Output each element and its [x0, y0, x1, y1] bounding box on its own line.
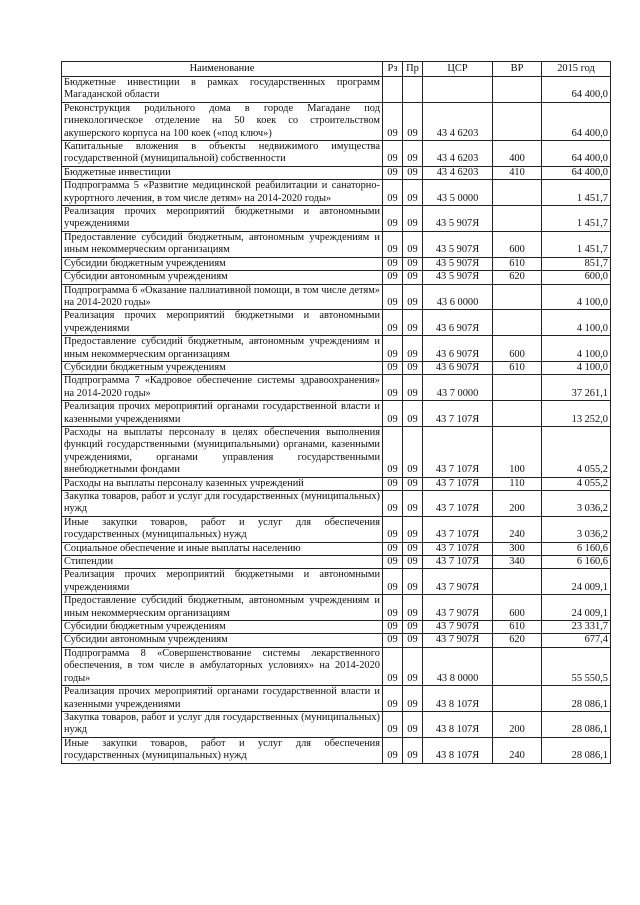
- header-vr: ВР: [493, 62, 542, 77]
- cell-csr: 43 7 907Я: [423, 634, 493, 647]
- cell-csr: [423, 77, 493, 103]
- cell-rz: 09: [383, 542, 403, 555]
- cell-pr: 09: [403, 737, 423, 763]
- cell-name: Предоставление субсидий бюджетным, автономным учреждениям и иным некоммерческим организациям: [62, 595, 383, 621]
- cell-csr: 43 7 107Я: [423, 556, 493, 569]
- cell-rz: 09: [383, 426, 403, 477]
- cell-vr: 400: [493, 141, 542, 167]
- cell-name: Иные закупки товаров, работ и услуг для обеспечения государственных (муниципальных) нужд: [62, 516, 383, 542]
- cell-rz: 09: [383, 516, 403, 542]
- cell-name: Расходы на выплаты персоналу в целях обеспечения выполнения функций государственными (муниципальными) органами, казенными учреждениями, органами управления государственными внебюджетными фондами: [62, 426, 383, 477]
- table-row: [62, 271, 611, 284]
- cell-amount: 55 550,5: [542, 647, 611, 685]
- table-row: [62, 686, 611, 712]
- cell-amount: 600,0: [542, 271, 611, 284]
- cell-vr: 300: [493, 542, 542, 555]
- cell-pr: 09: [403, 686, 423, 712]
- cell-name: Субсидии бюджетным учреждениям: [62, 257, 383, 270]
- cell-pr: 09: [403, 556, 423, 569]
- cell-pr: 09: [403, 647, 423, 685]
- cell-rz: 09: [383, 569, 403, 595]
- table-row: [62, 310, 611, 336]
- cell-rz: 09: [383, 621, 403, 634]
- cell-amount: 64 400,0: [542, 102, 611, 140]
- cell-vr: 200: [493, 491, 542, 517]
- cell-vr: [493, 284, 542, 310]
- cell-csr: 43 5 907Я: [423, 206, 493, 232]
- table-row: [62, 206, 611, 232]
- cell-name: Расходы на выплаты персоналу казенных учреждений: [62, 477, 383, 490]
- cell-name: Стипендии: [62, 556, 383, 569]
- cell-name: Иные закупки товаров, работ и услуг для обеспечения государственных (муниципальных) нужд: [62, 737, 383, 763]
- cell-name: Подпрограмма 6 «Оказание паллиативной помощи, в том числе детям» на 2014-2020 годы»: [62, 284, 383, 310]
- cell-csr: 43 8 107Я: [423, 686, 493, 712]
- cell-amount: 6 160,6: [542, 556, 611, 569]
- table-row: [62, 477, 611, 490]
- cell-vr: [493, 647, 542, 685]
- cell-amount: 24 009,1: [542, 595, 611, 621]
- cell-rz: 09: [383, 647, 403, 685]
- cell-pr: 09: [403, 206, 423, 232]
- cell-rz: 09: [383, 271, 403, 284]
- cell-pr: [403, 77, 423, 103]
- cell-rz: 09: [383, 477, 403, 490]
- cell-name: Реализация прочих мероприятий бюджетными и автономными учреждениями: [62, 310, 383, 336]
- cell-pr: 09: [403, 375, 423, 401]
- cell-rz: 09: [383, 375, 403, 401]
- cell-name: Реализация прочих мероприятий бюджетными и автономными учреждениями: [62, 206, 383, 232]
- cell-rz: 09: [383, 595, 403, 621]
- cell-csr: 43 5 907Я: [423, 231, 493, 257]
- cell-pr: 09: [403, 595, 423, 621]
- cell-amount: 28 086,1: [542, 737, 611, 763]
- header-rz: Рз: [383, 62, 403, 77]
- cell-csr: 43 7 107Я: [423, 516, 493, 542]
- cell-pr: 09: [403, 711, 423, 737]
- cell-pr: 09: [403, 271, 423, 284]
- cell-amount: 1 451,7: [542, 231, 611, 257]
- cell-csr: 43 8 107Я: [423, 737, 493, 763]
- table-row: [62, 426, 611, 477]
- cell-pr: 09: [403, 102, 423, 140]
- cell-csr: 43 4 6203: [423, 166, 493, 179]
- cell-amount: 3 036,2: [542, 516, 611, 542]
- table-row: [62, 166, 611, 179]
- table-row: [62, 231, 611, 257]
- cell-vr: [493, 401, 542, 427]
- cell-amount: 13 252,0: [542, 401, 611, 427]
- cell-csr: 43 7 0000: [423, 375, 493, 401]
- cell-amount: 4 100,0: [542, 284, 611, 310]
- cell-csr: 43 7 107Я: [423, 477, 493, 490]
- cell-name: Реконструкция родильного дома в городе Магадане под гинекологическое отделение на 50 коек со строительством акушерского корпуса на 100 коек («под ключ»): [62, 102, 383, 140]
- cell-csr: 43 5 0000: [423, 180, 493, 206]
- header-pr: Пр: [403, 62, 423, 77]
- cell-rz: 09: [383, 257, 403, 270]
- cell-csr: 43 5 907Я: [423, 271, 493, 284]
- cell-vr: 240: [493, 737, 542, 763]
- table-body: [62, 77, 611, 764]
- cell-rz: 09: [383, 711, 403, 737]
- table-row: [62, 556, 611, 569]
- table-row: [62, 401, 611, 427]
- table-row: [62, 77, 611, 103]
- cell-vr: 240: [493, 516, 542, 542]
- cell-pr: 09: [403, 361, 423, 374]
- cell-name: Закупка товаров, работ и услуг для государственных (муниципальных) нужд: [62, 491, 383, 517]
- cell-amount: 6 160,6: [542, 542, 611, 555]
- cell-name: Предоставление субсидий бюджетным, автономным учреждениям и иным некоммерческим организациям: [62, 231, 383, 257]
- cell-pr: 09: [403, 569, 423, 595]
- table-row: [62, 595, 611, 621]
- cell-pr: 09: [403, 141, 423, 167]
- cell-pr: 09: [403, 284, 423, 310]
- budget-table: [61, 61, 611, 764]
- cell-pr: 09: [403, 634, 423, 647]
- cell-amount: 3 036,2: [542, 491, 611, 517]
- table-row: [62, 102, 611, 140]
- cell-rz: 09: [383, 231, 403, 257]
- cell-vr: 600: [493, 231, 542, 257]
- cell-amount: 28 086,1: [542, 711, 611, 737]
- cell-vr: 610: [493, 361, 542, 374]
- cell-csr: 43 7 907Я: [423, 621, 493, 634]
- cell-amount: 4 100,0: [542, 361, 611, 374]
- cell-csr: 43 7 107Я: [423, 542, 493, 555]
- table-row: [62, 542, 611, 555]
- cell-amount: 23 331,7: [542, 621, 611, 634]
- cell-csr: 43 7 907Я: [423, 595, 493, 621]
- cell-amount: 28 086,1: [542, 686, 611, 712]
- cell-rz: [383, 77, 403, 103]
- table-row: [62, 569, 611, 595]
- cell-pr: 09: [403, 180, 423, 206]
- cell-name: Бюджетные инвестиции в рамках государственных программ Магаданской области: [62, 77, 383, 103]
- cell-vr: [493, 569, 542, 595]
- cell-amount: 1 451,7: [542, 206, 611, 232]
- table-row: [62, 711, 611, 737]
- table-header-row: [62, 62, 611, 77]
- header-csr: ЦСР: [423, 62, 493, 77]
- cell-vr: [493, 102, 542, 140]
- cell-vr: 410: [493, 166, 542, 179]
- cell-name: Закупка товаров, работ и услуг для государственных (муниципальных) нужд: [62, 711, 383, 737]
- header-year: 2015 год: [542, 62, 611, 77]
- cell-name: Субсидии бюджетным учреждениям: [62, 621, 383, 634]
- cell-amount: 4 055,2: [542, 426, 611, 477]
- cell-rz: 09: [383, 102, 403, 140]
- cell-amount: 37 261,1: [542, 375, 611, 401]
- cell-vr: 610: [493, 621, 542, 634]
- cell-amount: 64 400,0: [542, 77, 611, 103]
- cell-name: Субсидии автономным учреждениям: [62, 271, 383, 284]
- cell-vr: 620: [493, 634, 542, 647]
- cell-pr: 09: [403, 257, 423, 270]
- cell-vr: 200: [493, 711, 542, 737]
- cell-vr: [493, 206, 542, 232]
- cell-vr: [493, 180, 542, 206]
- cell-amount: 64 400,0: [542, 141, 611, 167]
- cell-pr: 09: [403, 166, 423, 179]
- cell-name: Предоставление субсидий бюджетным, автономным учреждениям и иным некоммерческим организациям: [62, 336, 383, 362]
- cell-csr: 43 7 107Я: [423, 426, 493, 477]
- cell-rz: 09: [383, 310, 403, 336]
- cell-rz: 09: [383, 634, 403, 647]
- cell-name: Реализация прочих мероприятий органами государственной власти и казенными учреждениями: [62, 401, 383, 427]
- cell-csr: 43 8 0000: [423, 647, 493, 685]
- table-row: [62, 491, 611, 517]
- cell-name: Подпрограмма 8 «Совершенствование системы лекарственного обеспечения, в том числе в амбулаторных условиях» на 2014-2020 годы»: [62, 647, 383, 685]
- table-row: [62, 621, 611, 634]
- cell-amount: 64 400,0: [542, 166, 611, 179]
- cell-vr: 610: [493, 257, 542, 270]
- table-row: [62, 647, 611, 685]
- cell-vr: [493, 310, 542, 336]
- cell-vr: 110: [493, 477, 542, 490]
- table-row: [62, 737, 611, 763]
- cell-rz: 09: [383, 491, 403, 517]
- cell-pr: 09: [403, 310, 423, 336]
- cell-pr: 09: [403, 491, 423, 517]
- cell-vr: 600: [493, 595, 542, 621]
- table-row: [62, 180, 611, 206]
- cell-vr: 100: [493, 426, 542, 477]
- cell-csr: 43 6 907Я: [423, 310, 493, 336]
- cell-pr: 09: [403, 426, 423, 477]
- cell-csr: 43 8 107Я: [423, 711, 493, 737]
- cell-rz: 09: [383, 401, 403, 427]
- cell-rz: 09: [383, 737, 403, 763]
- cell-csr: 43 4 6203: [423, 141, 493, 167]
- cell-vr: 600: [493, 336, 542, 362]
- header-name: Наименование: [62, 62, 383, 77]
- table-row: [62, 634, 611, 647]
- cell-name: Капитальные вложения в объекты недвижимого имущества государственной (муниципальной) собственности: [62, 141, 383, 167]
- cell-csr: 43 7 907Я: [423, 569, 493, 595]
- cell-pr: 09: [403, 542, 423, 555]
- table-row: [62, 375, 611, 401]
- table-row: [62, 141, 611, 167]
- cell-pr: 09: [403, 621, 423, 634]
- cell-rz: 09: [383, 556, 403, 569]
- table-row: [62, 516, 611, 542]
- cell-csr: 43 6 907Я: [423, 361, 493, 374]
- cell-name: Субсидии бюджетным учреждениям: [62, 361, 383, 374]
- cell-rz: 09: [383, 284, 403, 310]
- cell-rz: 09: [383, 180, 403, 206]
- table-row: [62, 284, 611, 310]
- cell-name: Подпрограмма 5 «Развитие медицинской реабилитации и санаторно-курортного лечения, в том числе детям» на 2014-2020 годы»: [62, 180, 383, 206]
- table-row: [62, 336, 611, 362]
- table-row: [62, 257, 611, 270]
- cell-csr: 43 5 907Я: [423, 257, 493, 270]
- cell-rz: 09: [383, 361, 403, 374]
- cell-rz: 09: [383, 206, 403, 232]
- cell-pr: 09: [403, 231, 423, 257]
- cell-rz: 09: [383, 141, 403, 167]
- cell-amount: 4 055,2: [542, 477, 611, 490]
- cell-name: Субсидии автономным учреждениям: [62, 634, 383, 647]
- cell-amount: 4 100,0: [542, 310, 611, 336]
- cell-vr: 340: [493, 556, 542, 569]
- cell-rz: 09: [383, 166, 403, 179]
- cell-rz: 09: [383, 686, 403, 712]
- cell-vr: [493, 77, 542, 103]
- cell-vr: 620: [493, 271, 542, 284]
- cell-vr: [493, 686, 542, 712]
- cell-csr: 43 4 6203: [423, 102, 493, 140]
- cell-csr: 43 7 107Я: [423, 491, 493, 517]
- cell-amount: 4 100,0: [542, 336, 611, 362]
- cell-name: Социальное обеспечение и иные выплаты населению: [62, 542, 383, 555]
- cell-pr: 09: [403, 477, 423, 490]
- cell-amount: 677,4: [542, 634, 611, 647]
- cell-name: Реализация прочих мероприятий бюджетными и автономными учреждениями: [62, 569, 383, 595]
- cell-csr: 43 6 0000: [423, 284, 493, 310]
- cell-amount: 1 451,7: [542, 180, 611, 206]
- cell-pr: 09: [403, 401, 423, 427]
- table-row: [62, 361, 611, 374]
- cell-amount: 851,7: [542, 257, 611, 270]
- cell-csr: 43 6 907Я: [423, 336, 493, 362]
- cell-pr: 09: [403, 516, 423, 542]
- cell-amount: 24 009,1: [542, 569, 611, 595]
- cell-rz: 09: [383, 336, 403, 362]
- cell-name: Реализация прочих мероприятий органами государственной власти и казенными учреждениями: [62, 686, 383, 712]
- cell-pr: 09: [403, 336, 423, 362]
- cell-name: Бюджетные инвестиции: [62, 166, 383, 179]
- cell-csr: 43 7 107Я: [423, 401, 493, 427]
- cell-vr: [493, 375, 542, 401]
- cell-name: Подпрограмма 7 «Кадровое обеспечение системы здравоохранения» на 2014-2020 годы»: [62, 375, 383, 401]
